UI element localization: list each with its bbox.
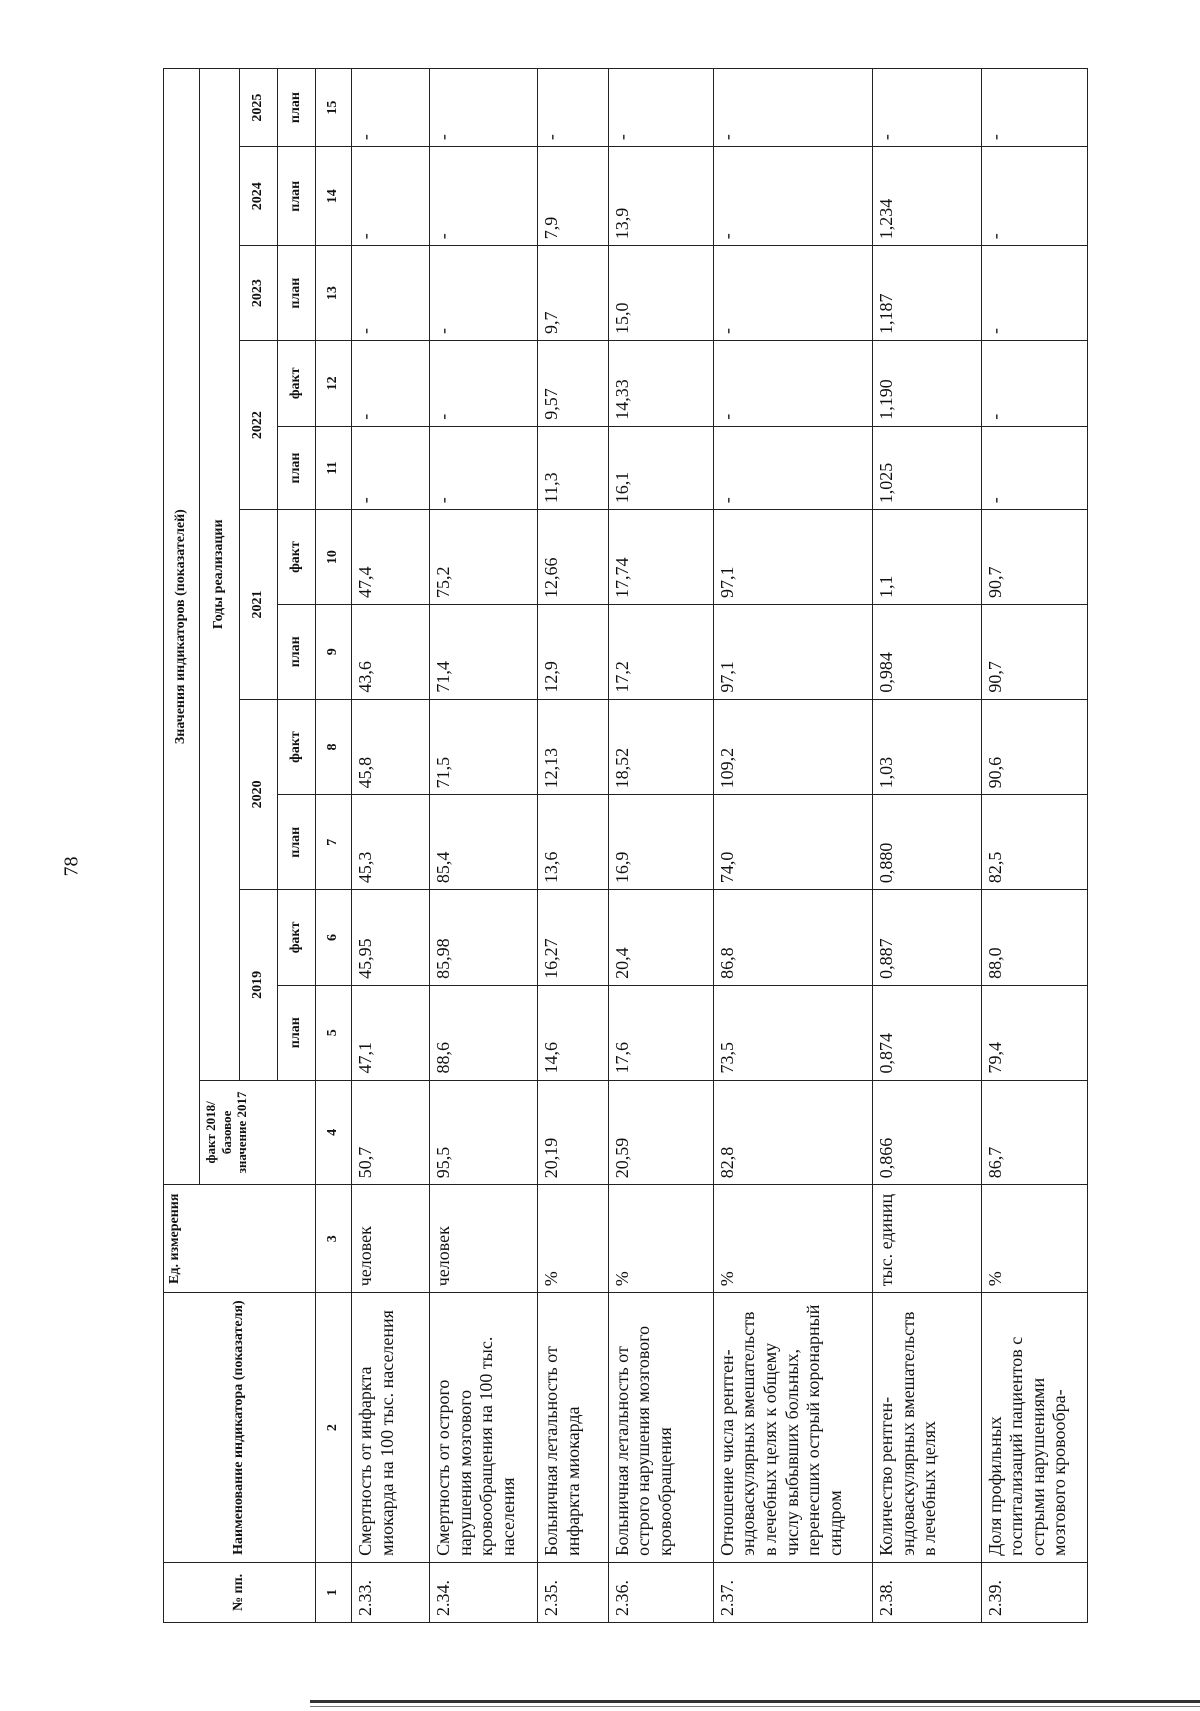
indicator-name: Доля профильных госпитализаций пациентов с острыми нарушениями мозгового кровообра- (981, 1293, 1087, 1563)
value-cell: - (713, 147, 873, 246)
table-row (981, 69, 1087, 1623)
value-cell: 16,1 (608, 426, 713, 510)
row-number: 2.37. (713, 1562, 873, 1622)
value-cell: 71,4 (429, 604, 537, 699)
value-cell: - (713, 426, 873, 510)
header-plan-5: план (278, 985, 316, 1080)
value-cell: 1,234 (873, 147, 981, 246)
value-cell: 85,98 (429, 890, 537, 986)
value-cell: - (352, 340, 429, 426)
value-cell: 9,57 (538, 340, 609, 426)
indicator-name: Отношение числа рентген-эндоваскулярных вмешательств в лечебных целях к общему числу выбывших больных, перенесших острый коронарный синдром (713, 1293, 873, 1563)
value-cell: 47,4 (352, 510, 429, 605)
header-plan-9: план (278, 604, 316, 699)
header-values-group: Значения индикаторов (показателей) (164, 69, 200, 1185)
header-plan-14: план (278, 147, 316, 246)
value-cell: 45,95 (352, 890, 429, 986)
header-fact-12: факт (278, 340, 316, 426)
value-cell: - (352, 426, 429, 510)
value-cell: 0,984 (873, 604, 981, 699)
row-number: 2.35. (538, 1562, 609, 1622)
row-number: 2.34. (429, 1562, 537, 1622)
header-fact-6: факт (278, 890, 316, 986)
value-cell: 7,9 (538, 147, 609, 246)
value-cell: 1,1 (873, 510, 981, 605)
table-row (352, 69, 429, 1623)
unit-cell: % (981, 1185, 1087, 1293)
table-row (429, 69, 537, 1623)
value-cell: - (352, 147, 429, 246)
unit-cell: % (608, 1185, 713, 1293)
header-name: Наименование индикатора (показателя) (164, 1293, 316, 1563)
value-cell: 0,887 (873, 890, 981, 986)
header-plan-7: план (278, 795, 316, 890)
column-number: 4 (316, 1080, 352, 1185)
value-cell: - (429, 426, 537, 510)
indicator-name: Смертность от инфаркта миокарда на 100 тыс. населения (352, 1293, 429, 1563)
value-cell: - (713, 246, 873, 341)
value-cell: - (981, 246, 1087, 341)
unit-cell: % (713, 1185, 873, 1293)
value-cell: 16,9 (608, 795, 713, 890)
row-number: 2.38. (873, 1562, 981, 1622)
value-cell: 47,1 (352, 985, 429, 1080)
value-cell: - (873, 69, 981, 147)
value-cell: 17,6 (608, 985, 713, 1080)
unit-cell: человек (429, 1185, 537, 1293)
value-cell: 12,66 (538, 510, 609, 605)
unit-cell: тыс. единиц (873, 1185, 981, 1293)
header-year-2022: 2022 (240, 340, 278, 509)
value-cell: - (429, 340, 537, 426)
header-unit: Ед. измерения (164, 1185, 316, 1293)
column-number: 8 (316, 699, 352, 795)
value-cell: 17,74 (608, 510, 713, 605)
header-year-2025: 2025 (240, 69, 278, 147)
value-cell: 0,880 (873, 795, 981, 890)
value-cell: 79,4 (981, 985, 1087, 1080)
page-number: 78 (60, 856, 83, 877)
header-fact-8: факт (278, 699, 316, 795)
indicator-name: Смертность от острого нарушения мозгового кровообращения на 100 тыс. населения (429, 1293, 537, 1563)
header-plan-13: план (278, 246, 316, 341)
value-cell: 88,0 (981, 890, 1087, 986)
value-cell: 71,5 (429, 699, 537, 795)
indicator-name: Больничная летальность от острого нарушения мозгового кровообращения (608, 1293, 713, 1563)
value-cell: 13,6 (538, 795, 609, 890)
header-year-2020: 2020 (240, 699, 278, 889)
value-cell: 86,8 (713, 890, 873, 986)
value-cell: - (429, 246, 537, 341)
header-no: № пп. (164, 1562, 316, 1622)
value-cell: 82,5 (981, 795, 1087, 890)
value-cell: - (713, 69, 873, 147)
table-row (538, 69, 609, 1623)
base-value: 95,5 (429, 1080, 537, 1185)
value-cell: 16,27 (538, 890, 609, 986)
header-year-2021: 2021 (240, 510, 278, 699)
value-cell: 9,7 (538, 246, 609, 341)
value-cell: - (608, 69, 713, 147)
table-row (873, 69, 981, 1623)
value-cell: 88,6 (429, 985, 537, 1080)
value-cell: - (981, 69, 1087, 147)
base-value: 20,19 (538, 1080, 609, 1185)
unit-cell: человек (352, 1185, 429, 1293)
value-cell: 13,9 (608, 147, 713, 246)
value-cell: 12,13 (538, 699, 609, 795)
value-cell: 18,52 (608, 699, 713, 795)
row-number: 2.39. (981, 1562, 1087, 1622)
header-base: факт 2018/базовое значение 2017 (200, 1080, 316, 1185)
value-cell: 97,1 (713, 510, 873, 605)
value-cell: 75,2 (429, 510, 537, 605)
value-cell: 45,3 (352, 795, 429, 890)
value-cell: 73,5 (713, 985, 873, 1080)
header-year-2023: 2023 (240, 246, 278, 341)
value-cell: - (538, 69, 609, 147)
value-cell: 74,0 (713, 795, 873, 890)
header-plan-15: план (278, 69, 316, 147)
column-number: 12 (316, 340, 352, 426)
column-number: 2 (316, 1293, 352, 1563)
base-value: 50,7 (352, 1080, 429, 1185)
value-cell: 90,6 (981, 699, 1087, 795)
value-cell: 43,6 (352, 604, 429, 699)
column-number: 5 (316, 985, 352, 1080)
value-cell: - (981, 426, 1087, 510)
column-numbers-row (316, 69, 352, 1623)
value-cell: 12,9 (538, 604, 609, 699)
value-cell: 1,187 (873, 246, 981, 341)
indicators-table (163, 68, 1088, 1623)
value-cell: 1,025 (873, 426, 981, 510)
value-cell: 14,33 (608, 340, 713, 426)
value-cell: 1,190 (873, 340, 981, 426)
column-number: 6 (316, 890, 352, 986)
indicator-name: Количество рентген-эндоваскулярных вмешательств в лечебных целях (873, 1293, 981, 1563)
table-row (608, 69, 713, 1623)
row-number: 2.33. (352, 1562, 429, 1622)
column-number: 10 (316, 510, 352, 605)
value-cell: - (352, 69, 429, 147)
value-cell: - (981, 340, 1087, 426)
header-fact-10: факт (278, 510, 316, 605)
value-cell: 14,6 (538, 985, 609, 1080)
value-cell: 97,1 (713, 604, 873, 699)
base-value: 0,866 (873, 1080, 981, 1185)
column-number: 7 (316, 795, 352, 890)
column-number: 14 (316, 147, 352, 246)
value-cell: 0,874 (873, 985, 981, 1080)
value-cell: 20,4 (608, 890, 713, 986)
value-cell: 90,7 (981, 510, 1087, 605)
row-number: 2.36. (608, 1562, 713, 1622)
column-number: 11 (316, 426, 352, 510)
header-plan-11: план (278, 426, 316, 510)
value-cell: 109,2 (713, 699, 873, 795)
footer-line (310, 1700, 1200, 1703)
base-value: 86,7 (981, 1080, 1087, 1185)
value-cell: 1,03 (873, 699, 981, 795)
base-value: 20,59 (608, 1080, 713, 1185)
column-number: 3 (316, 1185, 352, 1293)
value-cell: 15,0 (608, 246, 713, 341)
indicators-table-sheet (163, 68, 1088, 1623)
header-year-2019: 2019 (240, 890, 278, 1080)
column-number: 15 (316, 69, 352, 147)
value-cell: 17,2 (608, 604, 713, 699)
value-cell: - (981, 147, 1087, 246)
value-cell: 11,3 (538, 426, 609, 510)
column-number: 9 (316, 604, 352, 699)
footer-line-thin (310, 1706, 1200, 1707)
value-cell: - (713, 340, 873, 426)
column-number: 13 (316, 246, 352, 341)
value-cell: 85,4 (429, 795, 537, 890)
indicator-name: Больничная летальность от инфаркта миокарда (538, 1293, 609, 1563)
value-cell: - (429, 147, 537, 246)
header-year-2024: 2024 (240, 147, 278, 246)
value-cell: 90,7 (981, 604, 1087, 699)
header-years-group: Годы реализации (200, 69, 240, 1081)
value-cell: - (352, 246, 429, 341)
column-number: 1 (316, 1562, 352, 1622)
unit-cell: % (538, 1185, 609, 1293)
table-row (713, 69, 873, 1623)
value-cell: - (429, 69, 537, 147)
value-cell: 45,8 (352, 699, 429, 795)
base-value: 82,8 (713, 1080, 873, 1185)
